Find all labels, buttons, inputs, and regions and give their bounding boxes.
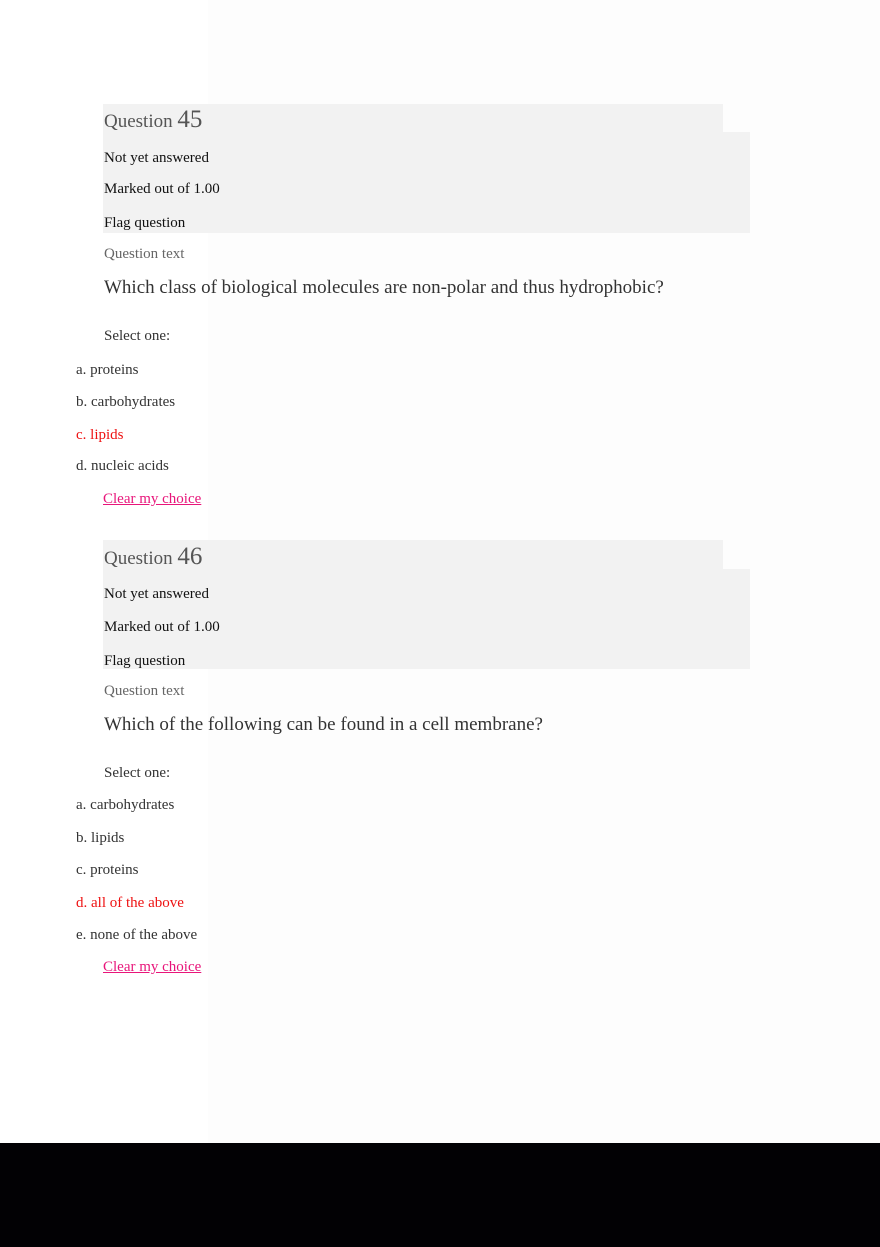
question-number — [104, 106, 202, 134]
answer-option-d[interactable]: d. nucleic acids — [76, 458, 169, 474]
question-number — [104, 543, 202, 571]
clear-choice-link[interactable]: Clear my choice — [103, 959, 202, 975]
question-status: Not yet answered — [104, 150, 209, 166]
question-text: Which class of biological molecules are non-polar and thus hydrophobic? — [104, 277, 664, 298]
question-number-value: 45 — [177, 106, 203, 133]
answer-option-b[interactable]: b. carbohydrates — [76, 394, 176, 410]
answer-option-c[interactable]: c. proteins — [76, 862, 139, 878]
answer-option-e[interactable]: e. none of the above — [76, 927, 198, 943]
question-text-label: Question text — [104, 246, 185, 262]
question-status: Not yet answered — [104, 586, 209, 602]
question-number-value: 46 — [177, 543, 203, 570]
question-marks: Marked out of 1.00 — [104, 181, 220, 197]
question-text-label: Question text — [104, 683, 185, 699]
answer-option-d[interactable]: d. all of the above — [76, 895, 184, 911]
answer-option-a[interactable]: a. proteins — [76, 362, 139, 378]
question-text: Which of the following can be found in a cell membrane? — [104, 714, 543, 735]
flag-question-link[interactable]: Flag question — [104, 653, 186, 669]
flag-question-link[interactable]: Flag question — [104, 215, 186, 231]
question-label: Question — [104, 111, 173, 132]
select-one-prompt: Select one: — [104, 328, 171, 344]
answer-option-c[interactable]: c. lipids — [76, 427, 124, 443]
bottom-black-bar — [0, 1143, 880, 1247]
clear-choice-link[interactable]: Clear my choice — [103, 491, 202, 507]
question-label: Question — [104, 548, 173, 569]
question-marks: Marked out of 1.00 — [104, 619, 220, 635]
select-one-prompt: Select one: — [104, 765, 171, 781]
answer-option-b[interactable]: b. lipids — [76, 830, 125, 846]
answer-option-a[interactable]: a. carbohydrates — [76, 797, 175, 813]
